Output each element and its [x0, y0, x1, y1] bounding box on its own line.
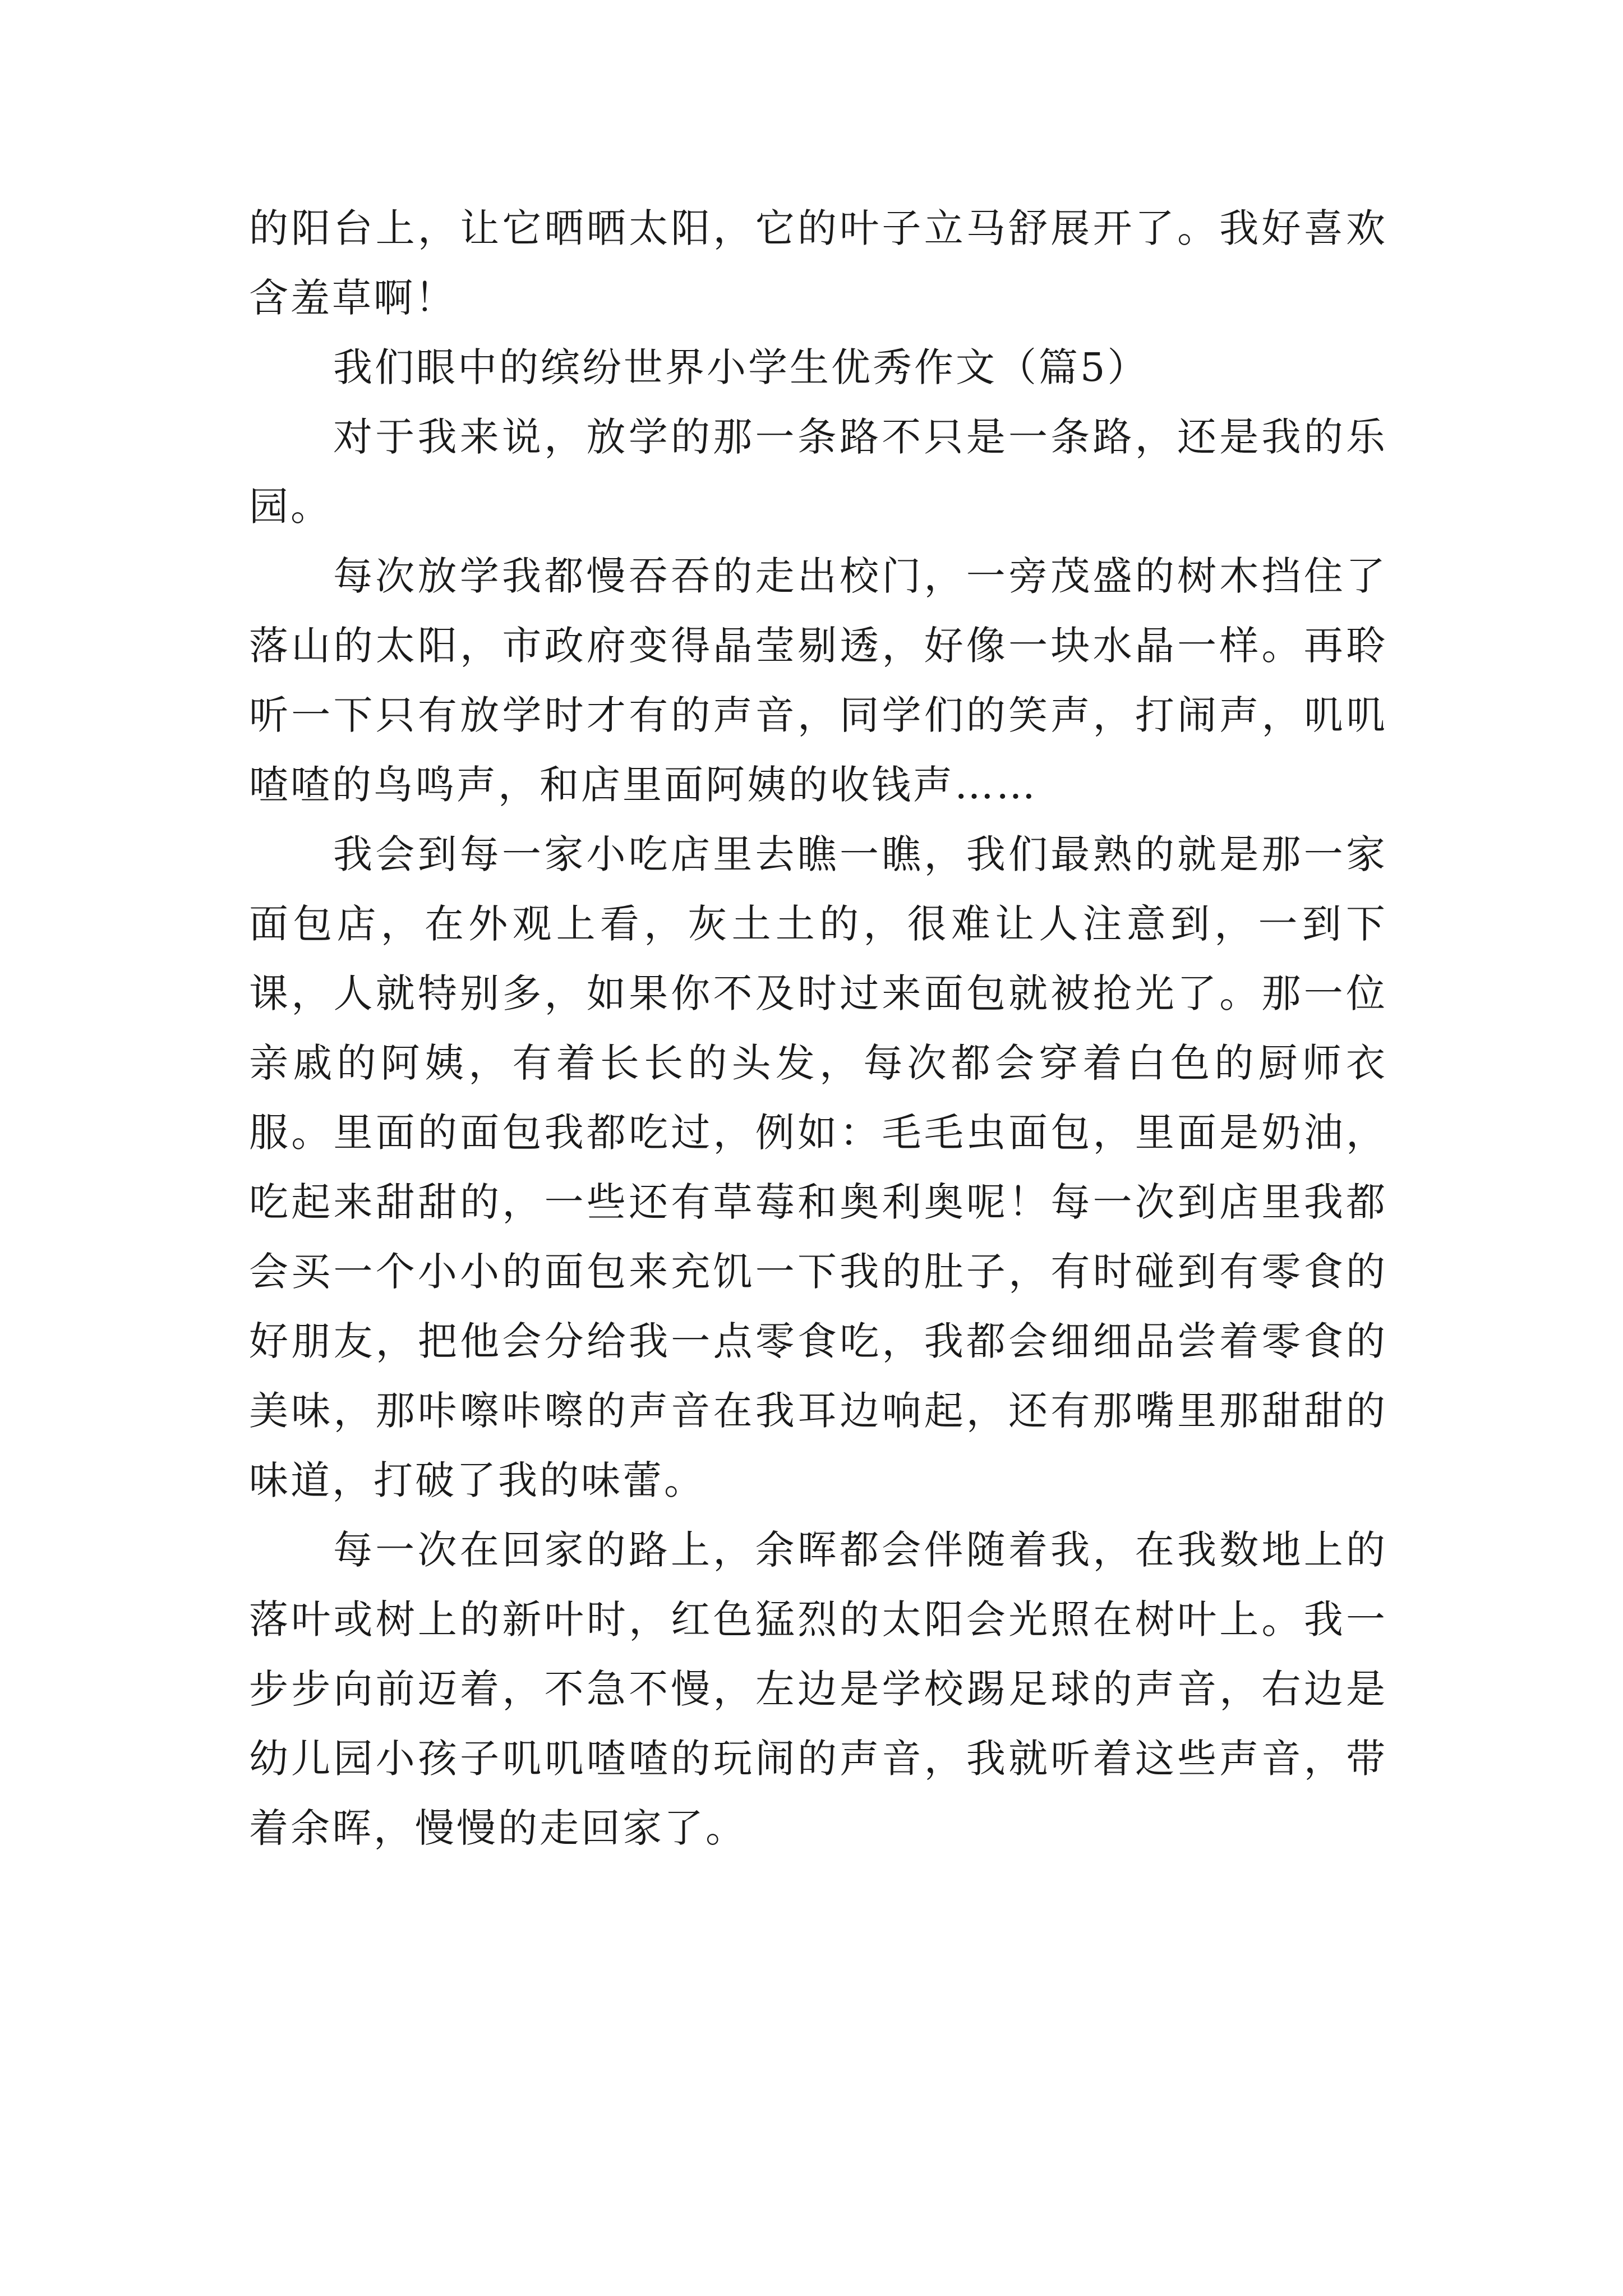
paragraph: 我会到每一家小吃店里去瞧一瞧，我们最熟的就是那一家面包店，在外观上看，灰土土的，很难让人注意到，一到下课，人就特别多，如果你不及时过来面包就被抢光了。那一位亲戚的阿姨，有着长长的头发，每次都会穿着白色的厨师衣服。里面的面包我都吃过，例如：毛毛虫面包，里面是奶油，吃起来甜甜的，一些还有草莓和奥利奥呢！每一次到店里我都会买一个小小的面包来充饥一下我的肚子，有时碰到有零食的好朋友，把他会分给我一点零食吃，我都会细细品尝着零食的美味，那咔嚓咔嚓的声音在我耳边响起，还有那嘴里那甜甜的味道，打破了我的味蕾。	[249, 831, 1387, 1503]
essay-body	[249, 194, 1387, 1863]
essay-title: 我们眼中的缤纷世界小学生优秀作文（篇5）	[333, 344, 1149, 390]
paragraph: 对于我来说，放学的那一条路不只是一条路，还是我的乐园。	[249, 414, 1387, 530]
paragraph: 每次放学我都慢吞吞的走出校门，一旁茂盛的树木挡住了落山的太阳，市政府变得晶莹剔透，好像一块水晶一样。再聆听一下只有放学时才有的声音，同学们的笑声，打闹声，叽叽喳喳的鸟鸣声，和店里面阿姨的收钱声……	[249, 553, 1387, 808]
paragraph-continuation: 的阳台上，让它晒晒太阳，它的叶子立马舒展开了。我好喜欢含羞草啊！	[249, 205, 1387, 321]
paragraph: 每一次在回家的路上，余晖都会伴随着我，在我数地上的落叶或树上的新叶时，红色猛烈的太阳会光照在树叶上。我一步步向前迈着，不急不慢，左边是学校踢足球的声音，右边是幼儿园小孩子叽叽喳喳的玩闹的声音，我就听着这些声音，带着余晖，慢慢的走回家了。	[249, 1527, 1387, 1851]
